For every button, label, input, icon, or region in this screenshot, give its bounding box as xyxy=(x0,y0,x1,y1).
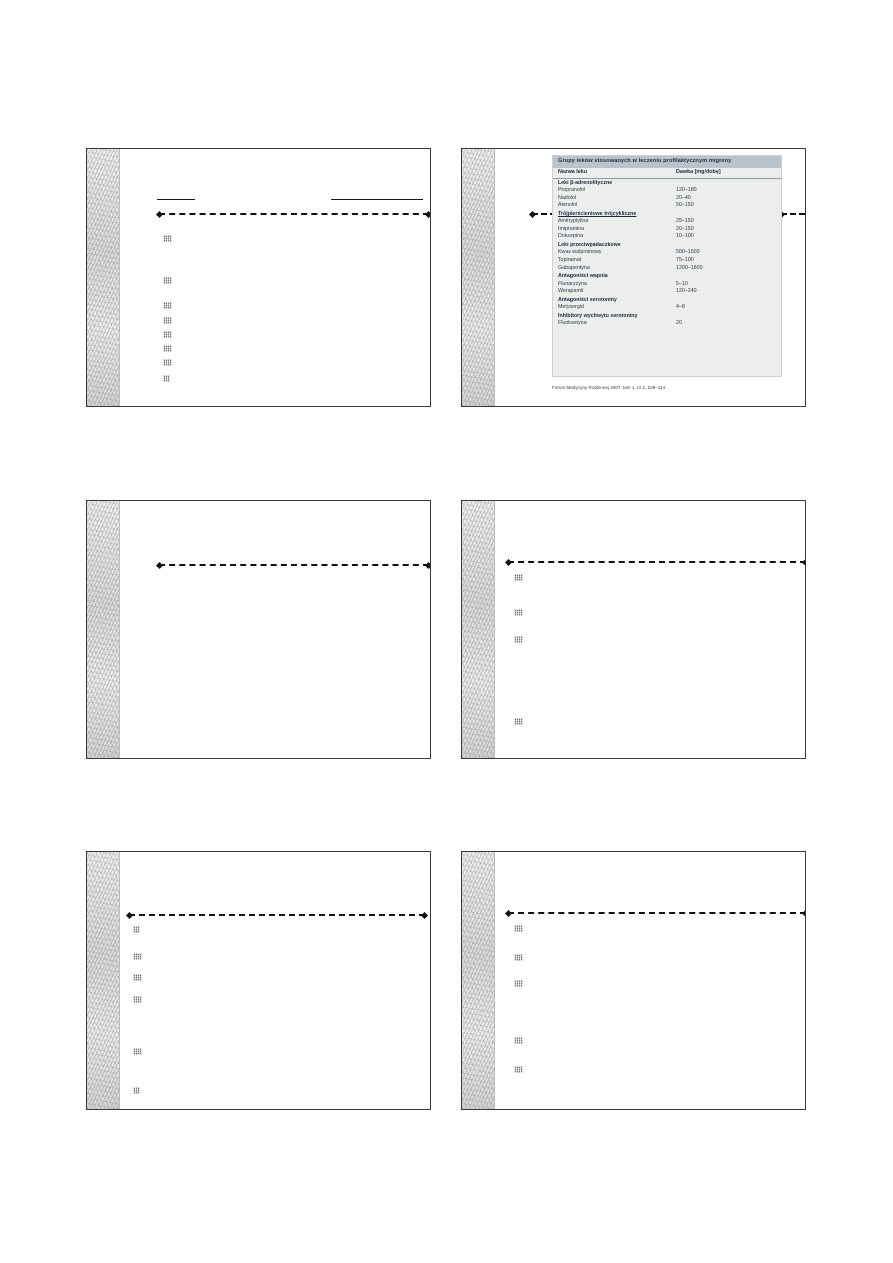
table-group-label: Trójpierścieniowe trójcykliczne xyxy=(558,210,637,217)
cell-name: Nadolol xyxy=(558,194,576,201)
slide-body xyxy=(494,149,805,406)
table-row xyxy=(553,187,781,195)
bullet-glyph xyxy=(133,1087,140,1094)
bullet-glyph xyxy=(163,359,172,366)
bullet-glyph xyxy=(163,331,172,338)
slide-body xyxy=(119,149,430,406)
cell-name: Propranolol xyxy=(558,187,586,194)
bullet-glyph xyxy=(514,954,523,961)
bullet-glyph xyxy=(133,996,142,1003)
cell-dose: 120–240 xyxy=(676,288,697,295)
slide-decorative-band xyxy=(462,501,495,758)
cell-dose: 75–100 xyxy=(676,257,694,263)
bullet-glyph xyxy=(163,302,172,309)
table-row xyxy=(553,257,781,265)
drug-dose-table xyxy=(552,155,782,377)
table-row xyxy=(553,249,781,257)
table-group-label: Inhibitory wychwytu serotoniny xyxy=(558,312,638,319)
table-group-label: Antagoniści serotoniny xyxy=(558,296,617,303)
table-row xyxy=(553,281,781,289)
title-text-rule-right xyxy=(331,199,423,200)
cell-dose: 500–1500 xyxy=(676,249,700,256)
bullet-glyph xyxy=(163,277,172,284)
cell-dose: 5–10 xyxy=(676,280,688,287)
title-separator xyxy=(508,912,806,914)
bullet-glyph xyxy=(163,345,172,352)
table-row xyxy=(553,202,781,210)
slide-thumbnail-4[interactable] xyxy=(461,500,806,759)
cell-name: Metysergid xyxy=(558,304,584,311)
bullet-glyph xyxy=(514,574,523,581)
table-row xyxy=(553,265,781,273)
bullet-glyph xyxy=(514,980,523,987)
cell-dose: 1200–1800 xyxy=(676,264,703,271)
slide-decorative-band xyxy=(87,149,120,406)
cell-name: Doksepina xyxy=(558,233,584,240)
slide-body xyxy=(494,852,805,1109)
bullet-glyph xyxy=(514,1037,523,1044)
table-group-label: Leki przeciwpadaczkowe xyxy=(558,241,621,248)
title-separator xyxy=(159,213,429,215)
cell-name: Kwas walproinowy xyxy=(558,249,602,256)
slide-thumbnail-1[interactable] xyxy=(86,148,431,407)
slide-thumbnail-3[interactable] xyxy=(86,500,431,759)
slide-decorative-band xyxy=(462,852,495,1109)
slide-decorative-band xyxy=(462,149,495,406)
column-header-dose: Dawka [mg/dobę] xyxy=(676,168,721,175)
bullet-glyph xyxy=(133,953,142,960)
cell-dose: 10–100 xyxy=(676,233,694,240)
table-row xyxy=(553,288,781,296)
cell-dose: 25–150 xyxy=(676,218,694,225)
slide-thumbnail-6[interactable] xyxy=(461,851,806,1110)
title-separator-right xyxy=(781,213,805,215)
bullet-glyph xyxy=(514,636,523,643)
slide-body xyxy=(119,501,430,758)
table-row xyxy=(553,233,781,241)
bullet-glyph xyxy=(514,925,523,932)
bullet-glyph xyxy=(133,974,142,981)
bullet-glyph xyxy=(514,718,523,725)
table-caption: Grupy leków stosowanych w leczeniu profilaktycznym migreny xyxy=(553,156,781,168)
slide-thumbnail-5[interactable] xyxy=(86,851,431,1110)
table-row xyxy=(553,195,781,203)
title-separator xyxy=(508,561,806,563)
cell-dose: 20–150 xyxy=(676,225,694,232)
table-group-label: Leki β-adrenolityczne xyxy=(558,179,613,186)
bullet-glyph xyxy=(514,609,523,616)
title-separator xyxy=(129,914,425,916)
table-row xyxy=(553,320,781,328)
cell-name: Fluoksetyna xyxy=(558,320,587,327)
cell-dose: 4–8 xyxy=(676,304,685,311)
bullet-glyph xyxy=(163,235,172,242)
bullet-glyph xyxy=(514,1066,523,1073)
title-text-rule xyxy=(157,199,195,200)
bullet-glyph xyxy=(133,926,140,933)
table-group-label: Antagoniści wapnia xyxy=(558,273,608,280)
cell-dose: 50–150 xyxy=(676,202,694,209)
bullet-glyph xyxy=(163,317,172,324)
cell-name: Flunaryzyna xyxy=(558,280,587,287)
table-source-note: Forum Medycyny Rodzinnej 2007, tom 1, nr 2, 109–114 xyxy=(552,385,666,390)
column-header-name: Nazwa leku xyxy=(558,168,588,175)
cell-name: Topiramat xyxy=(558,257,582,263)
table-column-headers xyxy=(553,168,781,179)
cell-name: Werapamil xyxy=(558,288,584,295)
title-separator xyxy=(159,564,429,566)
table-row xyxy=(553,226,781,234)
slide-decorative-band xyxy=(87,501,120,758)
cell-name: Amitryptylina xyxy=(558,218,589,225)
table-row xyxy=(553,304,781,312)
slide-body xyxy=(494,501,805,758)
table-row xyxy=(553,218,781,226)
cell-dose: 20 xyxy=(676,320,682,327)
bullet-glyph xyxy=(163,375,170,382)
slide-thumbnail-2[interactable] xyxy=(461,148,806,407)
bullet-glyph xyxy=(133,1048,142,1055)
cell-name: Gabapentyna xyxy=(558,264,590,271)
cell-dose: 120–180 xyxy=(676,187,697,194)
cell-dose: 20–40 xyxy=(676,194,691,201)
cell-name: Imipramina xyxy=(558,225,585,232)
slide-body xyxy=(119,852,430,1109)
slide-decorative-band xyxy=(87,852,120,1109)
cell-name: Atenolol xyxy=(558,202,578,209)
